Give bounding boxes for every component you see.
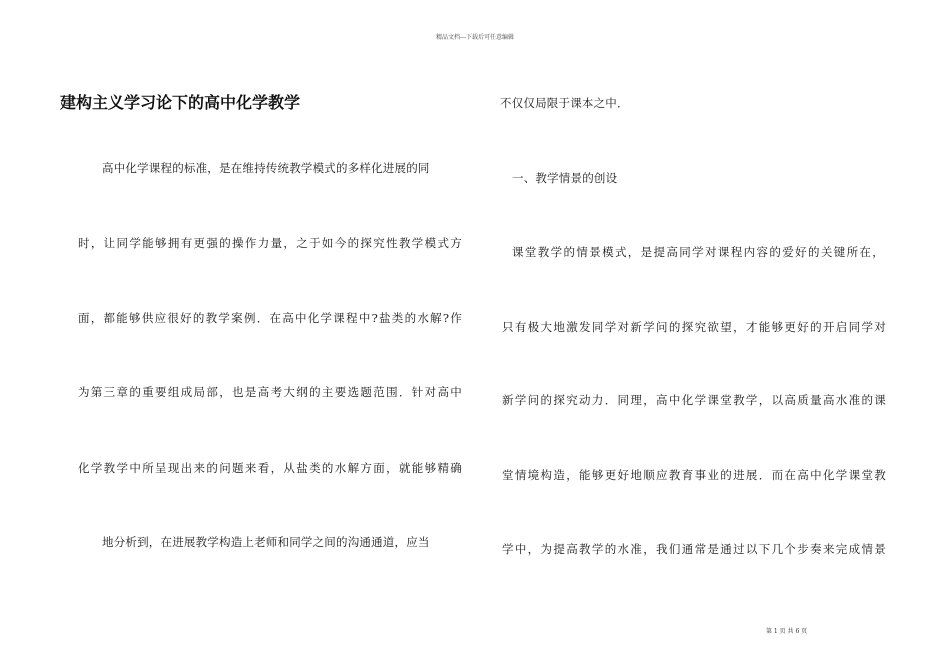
right-line-1: 不仅仅局限于课本之中． — [500, 96, 629, 110]
left-line-4: 为第三章的重要组成局部，也是高考大纲的主要选题范围．针对高中 — [78, 385, 462, 399]
right-line-3: 课堂教学的情景模式，是提高同学对课程内容的爱好的关键所在， — [512, 245, 884, 259]
section-heading: 一、教学情景的创设 — [512, 171, 618, 185]
right-line-5: 新学问的探究动力．同理，高中化学课堂教学，以高质量高水准的课 — [502, 393, 886, 407]
right-line-6: 堂情境构造，能够更好地顺应教育事业的进展．而在高中化学课堂教 — [502, 468, 886, 482]
page-header-note: 精品文档---下载后可任意编辑 — [435, 34, 515, 41]
document-title: 建构主义学习论下的高中化学教学 — [60, 93, 301, 112]
left-line-1: 高中化学课程的标准，是在维持传统教学模式的多样化进展的同 — [102, 161, 430, 175]
page-number: 第 1 页 共 6 页 — [766, 628, 808, 635]
right-line-7: 学中，为提高教学的水准，我们通常是通过以下几个步奏来完成情景 — [502, 542, 886, 556]
left-line-6: 地分析到，在进展教学构造上老师和同学之间的沟通通道，应当 — [102, 535, 430, 549]
left-line-5: 化学教学中所呈现出来的问题来看，从盐类的水解方面，就能够精确 — [78, 461, 462, 475]
right-line-4: 只有极大地激发同学对新学问的探究欲望，才能够更好的开启同学对 — [502, 320, 886, 334]
left-line-2: 时，让同学能够拥有更强的操作力量，之于如今的探究性教学模式方 — [78, 236, 462, 250]
left-line-3: 面，都能够供应很好的教学案例．在高中化学课程中?盐类的水解?作 — [78, 311, 462, 325]
